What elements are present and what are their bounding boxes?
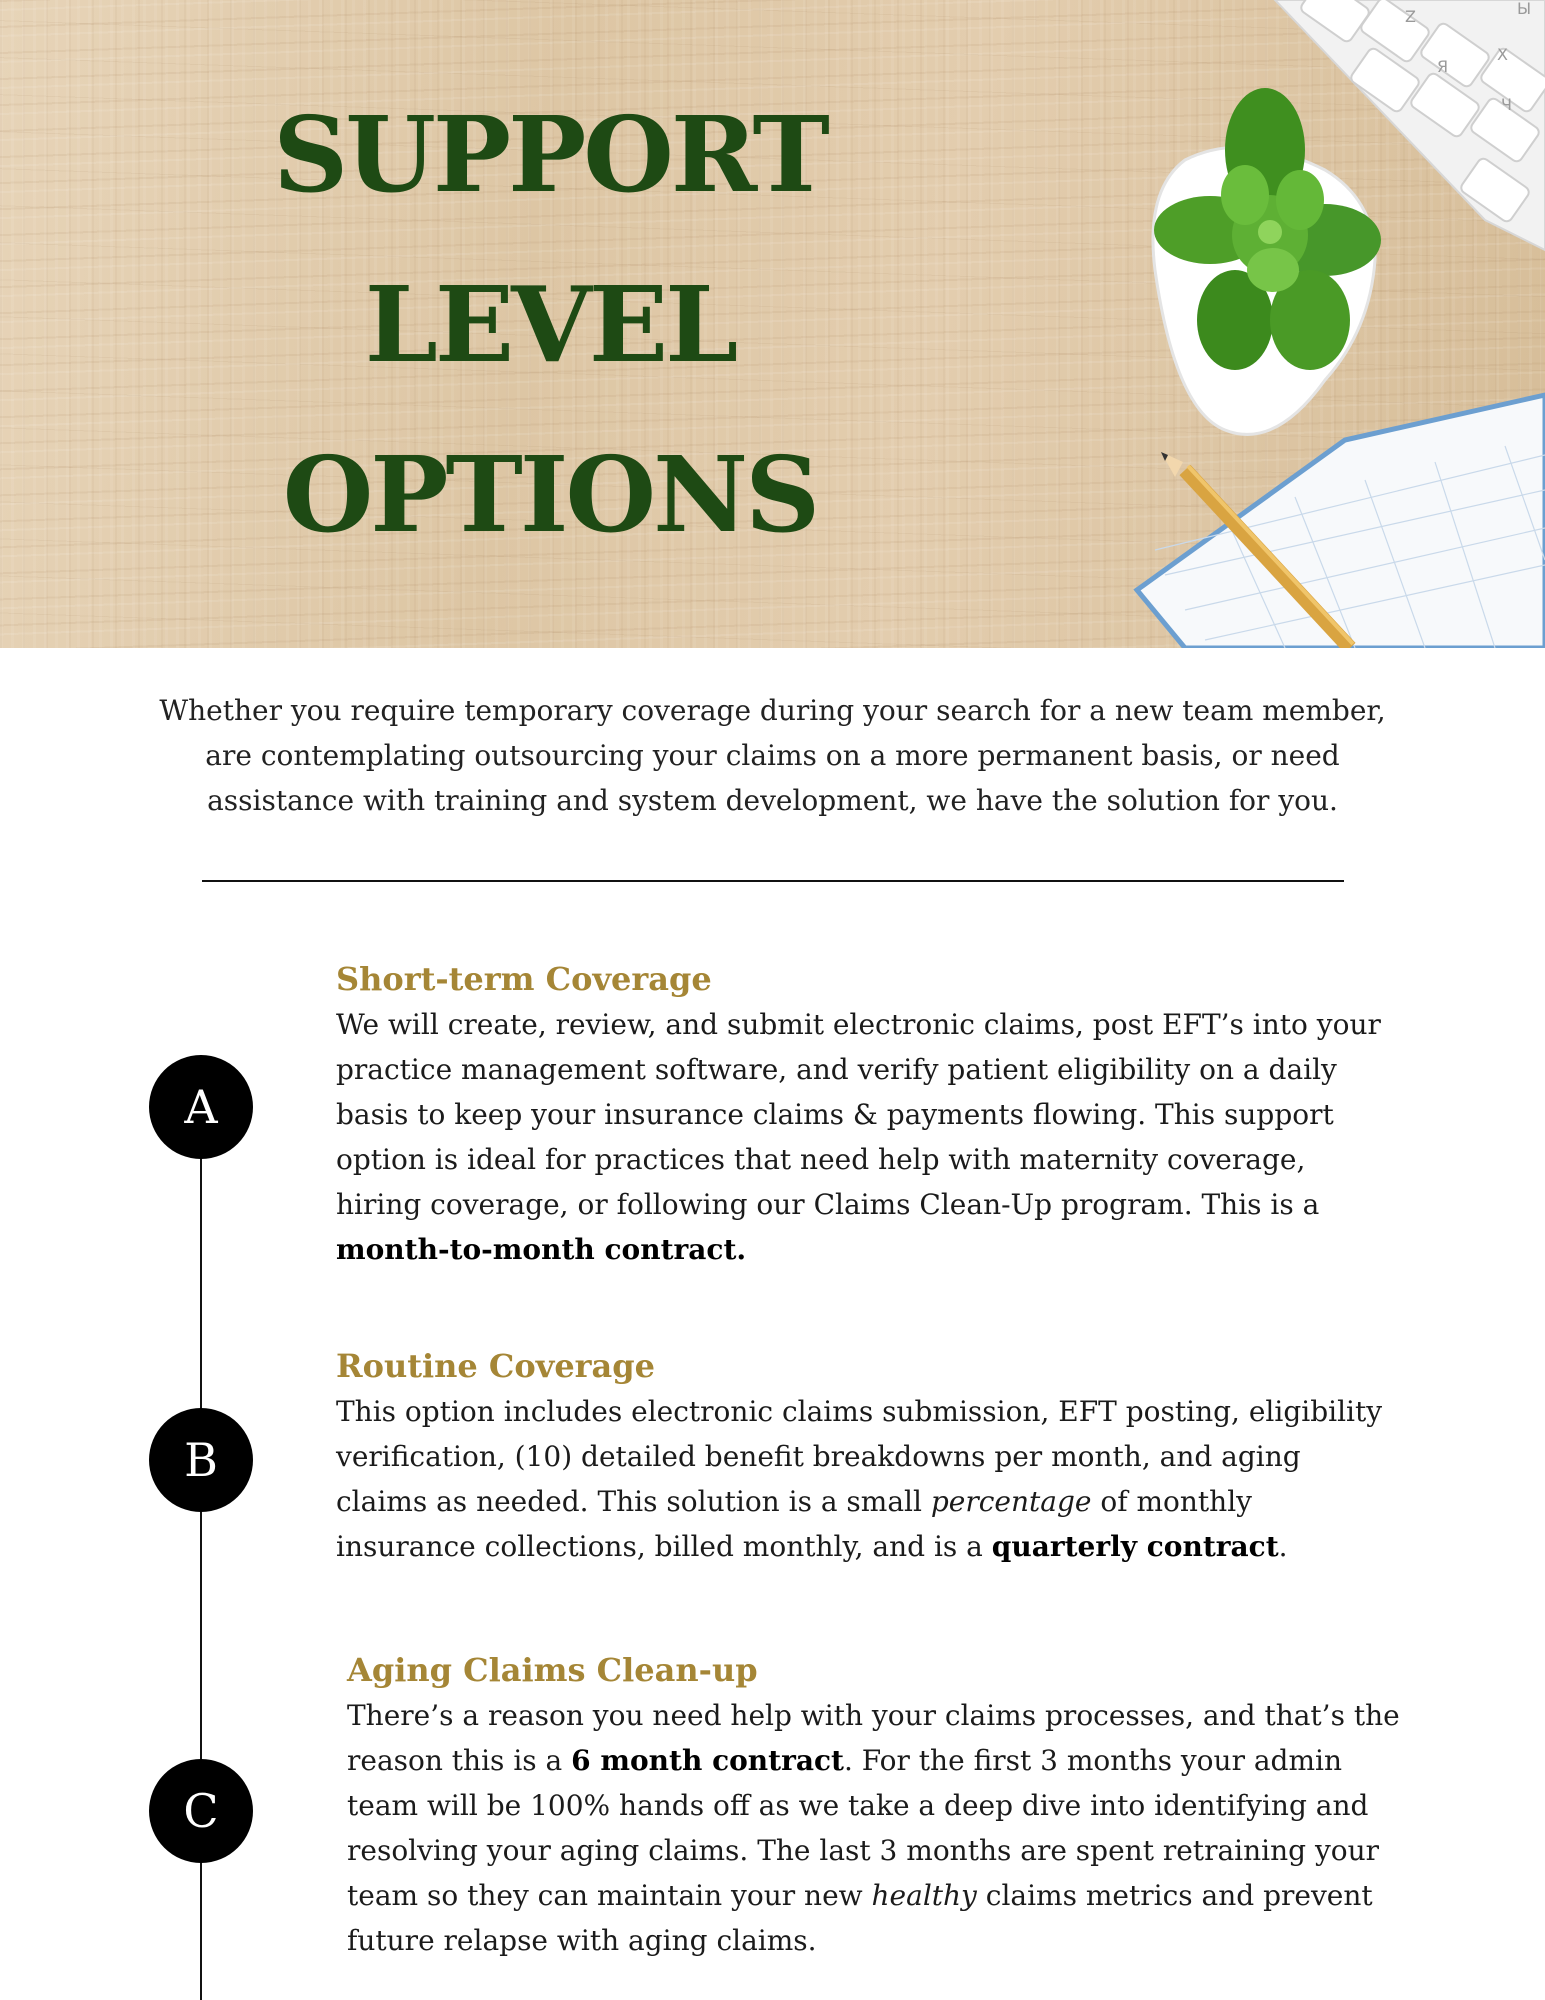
- option-text: We will create, review, and submit electronic claims, post EFT’s into your practice management software, and verify patient eligibility on a daily basis to keep your insurance claims & payments flowing. This support option is ideal for practices that need help with maternity coverage, hiring coverage, or following our Claims Clean-Up program. This is a: [336, 1008, 1381, 1221]
- desk-illustration: [1125, 0, 1545, 648]
- keyboard-key-letter: Я: [1437, 57, 1449, 76]
- option-text: claims metrics and prevent future relapse with aging claims.: [347, 1879, 1373, 1957]
- option-aging-claims: [347, 1647, 1407, 1963]
- marker-c: C: [149, 1759, 253, 1863]
- succulent-plant-icon: [1153, 88, 1381, 434]
- notebook-icon: [1137, 395, 1545, 648]
- keyboard-key-letter: Ы: [1517, 0, 1532, 18]
- option-text: . For the first 3 months your admin team will be 100% hands off as we take a deep dive into identifying and resolving your aging claims. The last 3 months are spent retraining your team so they can maintain your new: [347, 1744, 1380, 1912]
- marker-b: B: [149, 1408, 253, 1512]
- option-text: of monthly insurance collections, billed monthly, and is a: [336, 1485, 1252, 1563]
- title-line-3: OPTIONS: [282, 433, 818, 556]
- option-text: .: [1278, 1530, 1288, 1563]
- hero-banner: [0, 0, 1545, 648]
- keyboard-key-letter: Z: [1405, 7, 1416, 26]
- option-emphasis: healthy: [871, 1879, 977, 1912]
- timeline-line: [200, 1095, 202, 2000]
- section-divider: [202, 880, 1344, 882]
- marker-a: A: [149, 1055, 253, 1159]
- option-emphasis: percentage: [930, 1485, 1092, 1518]
- title-line-1: SUPPORT: [273, 93, 827, 216]
- keyboard-key-letter: Ч: [1501, 95, 1512, 114]
- option-title: Aging Claims Clean-up: [347, 1651, 758, 1689]
- contract-term: month-to-month contract.: [336, 1233, 747, 1266]
- contract-term: 6 month contract: [571, 1744, 844, 1777]
- contract-term: quarterly contract: [991, 1530, 1279, 1563]
- option-text: This option includes electronic claims submission, EFT posting, eligibility verification, (10) detailed benefit breakdowns per month, and aging claims as needed. This solution is a small: [336, 1395, 1383, 1518]
- intro-paragraph: Whether you require temporary coverage during your search for a new team member, are contemplating outsourcing your claims on a more permanent basis, or need assistance with training and system development, we have the solution for you.: [159, 694, 1386, 817]
- option-title: Routine Coverage: [336, 1347, 655, 1385]
- option-text: There’s a reason you need help with your claims processes, and that’s the reason this is a: [347, 1699, 1400, 1777]
- option-description: [336, 1002, 1396, 1272]
- option-title: Short-term Coverage: [336, 960, 712, 998]
- option-short-term: [336, 956, 1396, 1272]
- option-description: [347, 1693, 1407, 1963]
- option-routine: [336, 1343, 1396, 1569]
- page-title: [140, 70, 960, 580]
- keyboard-key-letter: Х: [1497, 45, 1508, 64]
- option-description: [336, 1389, 1396, 1569]
- title-line-2: LEVEL: [364, 263, 736, 386]
